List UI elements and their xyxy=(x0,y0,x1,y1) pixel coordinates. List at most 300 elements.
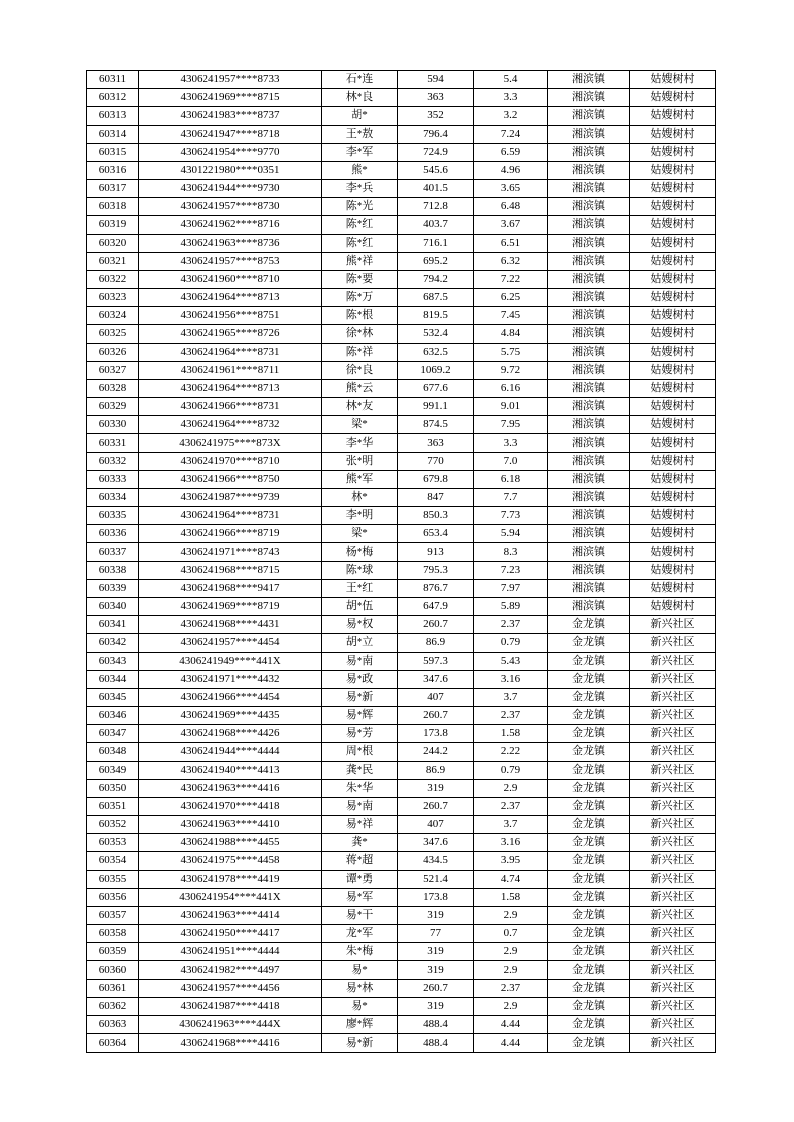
table-row xyxy=(87,270,716,288)
cell-village: 新兴社区 xyxy=(630,725,716,743)
cell-village: 姑嫂树村 xyxy=(630,488,716,506)
cell-village: 姑嫂树村 xyxy=(630,180,716,198)
cell-rate: 1.58 xyxy=(474,725,548,743)
table-row xyxy=(87,107,716,125)
cell-amount: 352 xyxy=(398,107,474,125)
cell-name: 易*南 xyxy=(322,652,398,670)
table-row xyxy=(87,979,716,997)
cell-rate: 3.3 xyxy=(474,434,548,452)
cell-town: 湘滨镇 xyxy=(548,161,630,179)
table-row xyxy=(87,161,716,179)
cell-rate: 8.3 xyxy=(474,543,548,561)
cell-serial: 60349 xyxy=(87,761,139,779)
cell-amount: 347.6 xyxy=(398,670,474,688)
table-row xyxy=(87,143,716,161)
cell-rate: 2.9 xyxy=(474,961,548,979)
cell-id_number: 4306241969****8715 xyxy=(139,89,322,107)
cell-name: 杨*梅 xyxy=(322,543,398,561)
cell-serial: 60334 xyxy=(87,488,139,506)
cell-name: 易*南 xyxy=(322,797,398,815)
cell-town: 湘滨镇 xyxy=(548,579,630,597)
records-table xyxy=(86,70,716,1053)
table-row xyxy=(87,816,716,834)
cell-amount: 244.2 xyxy=(398,743,474,761)
cell-rate: 2.37 xyxy=(474,616,548,634)
cell-village: 姑嫂树村 xyxy=(630,143,716,161)
cell-id_number: 4306241968****8715 xyxy=(139,561,322,579)
cell-town: 湘滨镇 xyxy=(548,325,630,343)
cell-town: 湘滨镇 xyxy=(548,379,630,397)
cell-serial: 60318 xyxy=(87,198,139,216)
cell-serial: 60324 xyxy=(87,307,139,325)
cell-name: 陈*光 xyxy=(322,198,398,216)
table-row xyxy=(87,252,716,270)
cell-amount: 597.3 xyxy=(398,652,474,670)
cell-name: 陈*根 xyxy=(322,307,398,325)
table-row xyxy=(87,779,716,797)
cell-name: 易*新 xyxy=(322,688,398,706)
cell-rate: 6.51 xyxy=(474,234,548,252)
cell-amount: 876.7 xyxy=(398,579,474,597)
table-row xyxy=(87,416,716,434)
cell-town: 湘滨镇 xyxy=(548,343,630,361)
cell-serial: 60352 xyxy=(87,816,139,834)
cell-village: 姑嫂树村 xyxy=(630,579,716,597)
cell-name: 龙*军 xyxy=(322,925,398,943)
cell-name: 易* xyxy=(322,997,398,1015)
cell-serial: 60314 xyxy=(87,125,139,143)
cell-id_number: 4306241964****8732 xyxy=(139,416,322,434)
table-row xyxy=(87,743,716,761)
cell-town: 湘滨镇 xyxy=(548,361,630,379)
cell-id_number: 4306241988****4455 xyxy=(139,834,322,852)
cell-serial: 60339 xyxy=(87,579,139,597)
cell-name: 陈*球 xyxy=(322,561,398,579)
cell-rate: 6.18 xyxy=(474,470,548,488)
cell-amount: 488.4 xyxy=(398,1015,474,1033)
table-row xyxy=(87,125,716,143)
cell-rate: 5.94 xyxy=(474,525,548,543)
cell-town: 湘滨镇 xyxy=(548,307,630,325)
cell-rate: 5.4 xyxy=(474,71,548,89)
table-row xyxy=(87,1034,716,1053)
table-row xyxy=(87,470,716,488)
cell-village: 新兴社区 xyxy=(630,634,716,652)
cell-town: 金龙镇 xyxy=(548,925,630,943)
cell-id_number: 4306241975****4458 xyxy=(139,852,322,870)
table-row xyxy=(87,925,716,943)
table-row xyxy=(87,725,716,743)
cell-id_number: 4306241963****8736 xyxy=(139,234,322,252)
cell-serial: 60317 xyxy=(87,180,139,198)
cell-rate: 2.37 xyxy=(474,797,548,815)
cell-town: 金龙镇 xyxy=(548,725,630,743)
cell-rate: 4.96 xyxy=(474,161,548,179)
cell-serial: 60342 xyxy=(87,634,139,652)
cell-village: 姑嫂树村 xyxy=(630,125,716,143)
cell-rate: 4.84 xyxy=(474,325,548,343)
cell-serial: 60359 xyxy=(87,943,139,961)
cell-name: 梁* xyxy=(322,525,398,543)
cell-town: 金龙镇 xyxy=(548,779,630,797)
cell-town: 湘滨镇 xyxy=(548,216,630,234)
cell-id_number: 4306241971****4432 xyxy=(139,670,322,688)
cell-amount: 532.4 xyxy=(398,325,474,343)
cell-id_number: 4306241968****4431 xyxy=(139,616,322,634)
table-row xyxy=(87,398,716,416)
cell-village: 新兴社区 xyxy=(630,870,716,888)
cell-village: 新兴社区 xyxy=(630,761,716,779)
cell-rate: 2.22 xyxy=(474,743,548,761)
table-row xyxy=(87,216,716,234)
cell-rate: 6.32 xyxy=(474,252,548,270)
cell-id_number: 4301221980****0351 xyxy=(139,161,322,179)
cell-name: 易*芳 xyxy=(322,725,398,743)
cell-name: 龚*民 xyxy=(322,761,398,779)
cell-village: 新兴社区 xyxy=(630,997,716,1015)
cell-name: 周*根 xyxy=(322,743,398,761)
cell-id_number: 4306241970****4418 xyxy=(139,797,322,815)
cell-town: 金龙镇 xyxy=(548,616,630,634)
cell-rate: 9.01 xyxy=(474,398,548,416)
cell-name: 蒋*超 xyxy=(322,852,398,870)
table-row xyxy=(87,507,716,525)
cell-rate: 1.58 xyxy=(474,888,548,906)
cell-town: 湘滨镇 xyxy=(548,107,630,125)
cell-amount: 632.5 xyxy=(398,343,474,361)
cell-serial: 60311 xyxy=(87,71,139,89)
cell-amount: 434.5 xyxy=(398,852,474,870)
cell-amount: 679.8 xyxy=(398,470,474,488)
cell-id_number: 4306241975****873X xyxy=(139,434,322,452)
cell-town: 金龙镇 xyxy=(548,743,630,761)
cell-serial: 60350 xyxy=(87,779,139,797)
cell-town: 金龙镇 xyxy=(548,943,630,961)
cell-village: 新兴社区 xyxy=(630,888,716,906)
cell-town: 湘滨镇 xyxy=(548,416,630,434)
cell-rate: 9.72 xyxy=(474,361,548,379)
cell-village: 姑嫂树村 xyxy=(630,107,716,125)
cell-village: 新兴社区 xyxy=(630,906,716,924)
cell-town: 湘滨镇 xyxy=(548,525,630,543)
cell-town: 湘滨镇 xyxy=(548,234,630,252)
cell-name: 易*辉 xyxy=(322,707,398,725)
cell-rate: 3.3 xyxy=(474,89,548,107)
cell-rate: 2.37 xyxy=(474,979,548,997)
cell-rate: 2.9 xyxy=(474,906,548,924)
cell-rate: 5.75 xyxy=(474,343,548,361)
cell-village: 姑嫂树村 xyxy=(630,434,716,452)
cell-id_number: 4306241963****4410 xyxy=(139,816,322,834)
table-row xyxy=(87,943,716,961)
cell-name: 陈*要 xyxy=(322,270,398,288)
cell-village: 新兴社区 xyxy=(630,670,716,688)
cell-town: 湘滨镇 xyxy=(548,270,630,288)
cell-serial: 60360 xyxy=(87,961,139,979)
cell-rate: 6.59 xyxy=(474,143,548,161)
cell-village: 新兴社区 xyxy=(630,616,716,634)
cell-name: 王*红 xyxy=(322,579,398,597)
cell-name: 易*权 xyxy=(322,616,398,634)
cell-id_number: 4306241947****8718 xyxy=(139,125,322,143)
cell-serial: 60347 xyxy=(87,725,139,743)
cell-village: 姑嫂树村 xyxy=(630,470,716,488)
cell-town: 湘滨镇 xyxy=(548,434,630,452)
cell-serial: 60346 xyxy=(87,707,139,725)
cell-serial: 60322 xyxy=(87,270,139,288)
cell-amount: 724.9 xyxy=(398,143,474,161)
cell-id_number: 4306241962****8716 xyxy=(139,216,322,234)
cell-town: 金龙镇 xyxy=(548,852,630,870)
cell-amount: 319 xyxy=(398,997,474,1015)
records-table-body xyxy=(87,71,716,1053)
table-row xyxy=(87,797,716,815)
cell-rate: 4.44 xyxy=(474,1034,548,1053)
table-row xyxy=(87,488,716,506)
cell-amount: 716.1 xyxy=(398,234,474,252)
cell-serial: 60353 xyxy=(87,834,139,852)
cell-serial: 60328 xyxy=(87,379,139,397)
cell-amount: 173.8 xyxy=(398,888,474,906)
cell-town: 金龙镇 xyxy=(548,979,630,997)
cell-amount: 407 xyxy=(398,816,474,834)
cell-rate: 2.9 xyxy=(474,779,548,797)
cell-id_number: 4306241957****8730 xyxy=(139,198,322,216)
cell-id_number: 4306241964****8713 xyxy=(139,379,322,397)
table-row xyxy=(87,652,716,670)
cell-serial: 60333 xyxy=(87,470,139,488)
cell-rate: 7.7 xyxy=(474,488,548,506)
cell-name: 易*政 xyxy=(322,670,398,688)
cell-village: 姑嫂树村 xyxy=(630,507,716,525)
cell-id_number: 4306241963****4414 xyxy=(139,906,322,924)
cell-village: 姑嫂树村 xyxy=(630,252,716,270)
cell-amount: 260.7 xyxy=(398,616,474,634)
table-row xyxy=(87,616,716,634)
cell-name: 梁* xyxy=(322,416,398,434)
cell-serial: 60344 xyxy=(87,670,139,688)
cell-amount: 363 xyxy=(398,89,474,107)
cell-amount: 363 xyxy=(398,434,474,452)
cell-rate: 7.22 xyxy=(474,270,548,288)
cell-amount: 77 xyxy=(398,925,474,943)
table-row xyxy=(87,543,716,561)
table-row xyxy=(87,961,716,979)
table-row xyxy=(87,307,716,325)
cell-amount: 677.6 xyxy=(398,379,474,397)
cell-amount: 488.4 xyxy=(398,1034,474,1053)
cell-village: 新兴社区 xyxy=(630,943,716,961)
cell-amount: 347.6 xyxy=(398,834,474,852)
cell-rate: 0.79 xyxy=(474,761,548,779)
cell-rate: 2.9 xyxy=(474,943,548,961)
cell-village: 姑嫂树村 xyxy=(630,452,716,470)
cell-village: 姑嫂树村 xyxy=(630,161,716,179)
cell-name: 石*连 xyxy=(322,71,398,89)
cell-name: 李*明 xyxy=(322,507,398,525)
cell-id_number: 4306241963****4416 xyxy=(139,779,322,797)
cell-amount: 794.2 xyxy=(398,270,474,288)
cell-town: 金龙镇 xyxy=(548,707,630,725)
cell-id_number: 4306241950****4417 xyxy=(139,925,322,943)
table-row xyxy=(87,597,716,615)
cell-village: 姑嫂树村 xyxy=(630,361,716,379)
cell-serial: 60321 xyxy=(87,252,139,270)
cell-id_number: 4306241964****8713 xyxy=(139,289,322,307)
cell-serial: 60363 xyxy=(87,1015,139,1033)
cell-serial: 60327 xyxy=(87,361,139,379)
cell-name: 易*新 xyxy=(322,1034,398,1053)
cell-village: 姑嫂树村 xyxy=(630,543,716,561)
cell-serial: 60341 xyxy=(87,616,139,634)
cell-village: 新兴社区 xyxy=(630,925,716,943)
cell-id_number: 4306241987****9739 xyxy=(139,488,322,506)
table-row xyxy=(87,761,716,779)
cell-amount: 850.3 xyxy=(398,507,474,525)
cell-id_number: 4306241968****9417 xyxy=(139,579,322,597)
cell-id_number: 4306241969****4435 xyxy=(139,707,322,725)
cell-village: 姑嫂树村 xyxy=(630,398,716,416)
cell-name: 易* xyxy=(322,961,398,979)
cell-town: 湘滨镇 xyxy=(548,561,630,579)
cell-town: 金龙镇 xyxy=(548,670,630,688)
table-row xyxy=(87,361,716,379)
cell-id_number: 4306241954****9770 xyxy=(139,143,322,161)
cell-serial: 60312 xyxy=(87,89,139,107)
cell-amount: 712.8 xyxy=(398,198,474,216)
cell-village: 姑嫂树村 xyxy=(630,416,716,434)
cell-name: 林*友 xyxy=(322,398,398,416)
table-row xyxy=(87,452,716,470)
cell-name: 陈*红 xyxy=(322,216,398,234)
cell-id_number: 4306241966****8750 xyxy=(139,470,322,488)
cell-id_number: 4306241951****4444 xyxy=(139,943,322,961)
cell-id_number: 4306241963****444X xyxy=(139,1015,322,1033)
cell-id_number: 4306241956****8751 xyxy=(139,307,322,325)
cell-rate: 3.2 xyxy=(474,107,548,125)
cell-id_number: 4306241944****4444 xyxy=(139,743,322,761)
cell-serial: 60323 xyxy=(87,289,139,307)
cell-amount: 991.1 xyxy=(398,398,474,416)
cell-name: 徐*林 xyxy=(322,325,398,343)
cell-amount: 319 xyxy=(398,906,474,924)
cell-rate: 7.97 xyxy=(474,579,548,597)
cell-town: 金龙镇 xyxy=(548,797,630,815)
cell-id_number: 4306241965****8726 xyxy=(139,325,322,343)
cell-town: 湘滨镇 xyxy=(548,289,630,307)
cell-id_number: 4306241961****8711 xyxy=(139,361,322,379)
cell-village: 姑嫂树村 xyxy=(630,270,716,288)
table-row xyxy=(87,180,716,198)
cell-name: 张*明 xyxy=(322,452,398,470)
cell-village: 姑嫂树村 xyxy=(630,289,716,307)
cell-village: 新兴社区 xyxy=(630,688,716,706)
cell-amount: 407 xyxy=(398,688,474,706)
table-row xyxy=(87,89,716,107)
cell-village: 姑嫂树村 xyxy=(630,561,716,579)
cell-amount: 770 xyxy=(398,452,474,470)
cell-serial: 60316 xyxy=(87,161,139,179)
table-row xyxy=(87,525,716,543)
table-row xyxy=(87,634,716,652)
cell-amount: 594 xyxy=(398,71,474,89)
cell-amount: 319 xyxy=(398,961,474,979)
cell-town: 湘滨镇 xyxy=(548,125,630,143)
cell-amount: 819.5 xyxy=(398,307,474,325)
cell-name: 胡*立 xyxy=(322,634,398,652)
cell-id_number: 4306241957****4456 xyxy=(139,979,322,997)
cell-name: 熊* xyxy=(322,161,398,179)
table-row xyxy=(87,434,716,452)
cell-serial: 60331 xyxy=(87,434,139,452)
table-row xyxy=(87,834,716,852)
cell-amount: 173.8 xyxy=(398,725,474,743)
cell-serial: 60351 xyxy=(87,797,139,815)
cell-serial: 60357 xyxy=(87,906,139,924)
cell-name: 熊*祥 xyxy=(322,252,398,270)
cell-village: 新兴社区 xyxy=(630,816,716,834)
cell-amount: 687.5 xyxy=(398,289,474,307)
cell-id_number: 4306241966****8719 xyxy=(139,525,322,543)
cell-name: 廖*辉 xyxy=(322,1015,398,1033)
cell-id_number: 4306241949****441X xyxy=(139,652,322,670)
cell-amount: 647.9 xyxy=(398,597,474,615)
cell-rate: 3.7 xyxy=(474,688,548,706)
cell-id_number: 4306241957****8733 xyxy=(139,71,322,89)
cell-town: 金龙镇 xyxy=(548,1015,630,1033)
cell-village: 姑嫂树村 xyxy=(630,325,716,343)
cell-amount: 1069.2 xyxy=(398,361,474,379)
cell-rate: 5.43 xyxy=(474,652,548,670)
cell-town: 湘滨镇 xyxy=(548,543,630,561)
cell-serial: 60338 xyxy=(87,561,139,579)
cell-town: 金龙镇 xyxy=(548,761,630,779)
cell-town: 金龙镇 xyxy=(548,997,630,1015)
cell-town: 金龙镇 xyxy=(548,634,630,652)
cell-town: 湘滨镇 xyxy=(548,143,630,161)
cell-id_number: 4306241969****8719 xyxy=(139,597,322,615)
cell-name: 胡* xyxy=(322,107,398,125)
table-row xyxy=(87,852,716,870)
cell-village: 姑嫂树村 xyxy=(630,216,716,234)
cell-town: 金龙镇 xyxy=(548,834,630,852)
table-row xyxy=(87,688,716,706)
cell-name: 易*军 xyxy=(322,888,398,906)
cell-id_number: 4306241971****8743 xyxy=(139,543,322,561)
cell-town: 金龙镇 xyxy=(548,1034,630,1053)
cell-amount: 260.7 xyxy=(398,707,474,725)
cell-town: 湘滨镇 xyxy=(548,597,630,615)
cell-rate: 7.95 xyxy=(474,416,548,434)
cell-village: 姑嫂树村 xyxy=(630,525,716,543)
cell-serial: 60364 xyxy=(87,1034,139,1053)
cell-serial: 60320 xyxy=(87,234,139,252)
cell-serial: 60329 xyxy=(87,398,139,416)
cell-name: 李*华 xyxy=(322,434,398,452)
table-row xyxy=(87,906,716,924)
cell-rate: 0.79 xyxy=(474,634,548,652)
cell-town: 金龙镇 xyxy=(548,688,630,706)
cell-name: 陈*祥 xyxy=(322,343,398,361)
cell-id_number: 4306241964****8731 xyxy=(139,507,322,525)
cell-town: 金龙镇 xyxy=(548,870,630,888)
cell-town: 湘滨镇 xyxy=(548,89,630,107)
cell-name: 朱*华 xyxy=(322,779,398,797)
cell-id_number: 4306241940****4413 xyxy=(139,761,322,779)
cell-town: 金龙镇 xyxy=(548,816,630,834)
cell-amount: 403.7 xyxy=(398,216,474,234)
cell-name: 林*良 xyxy=(322,89,398,107)
